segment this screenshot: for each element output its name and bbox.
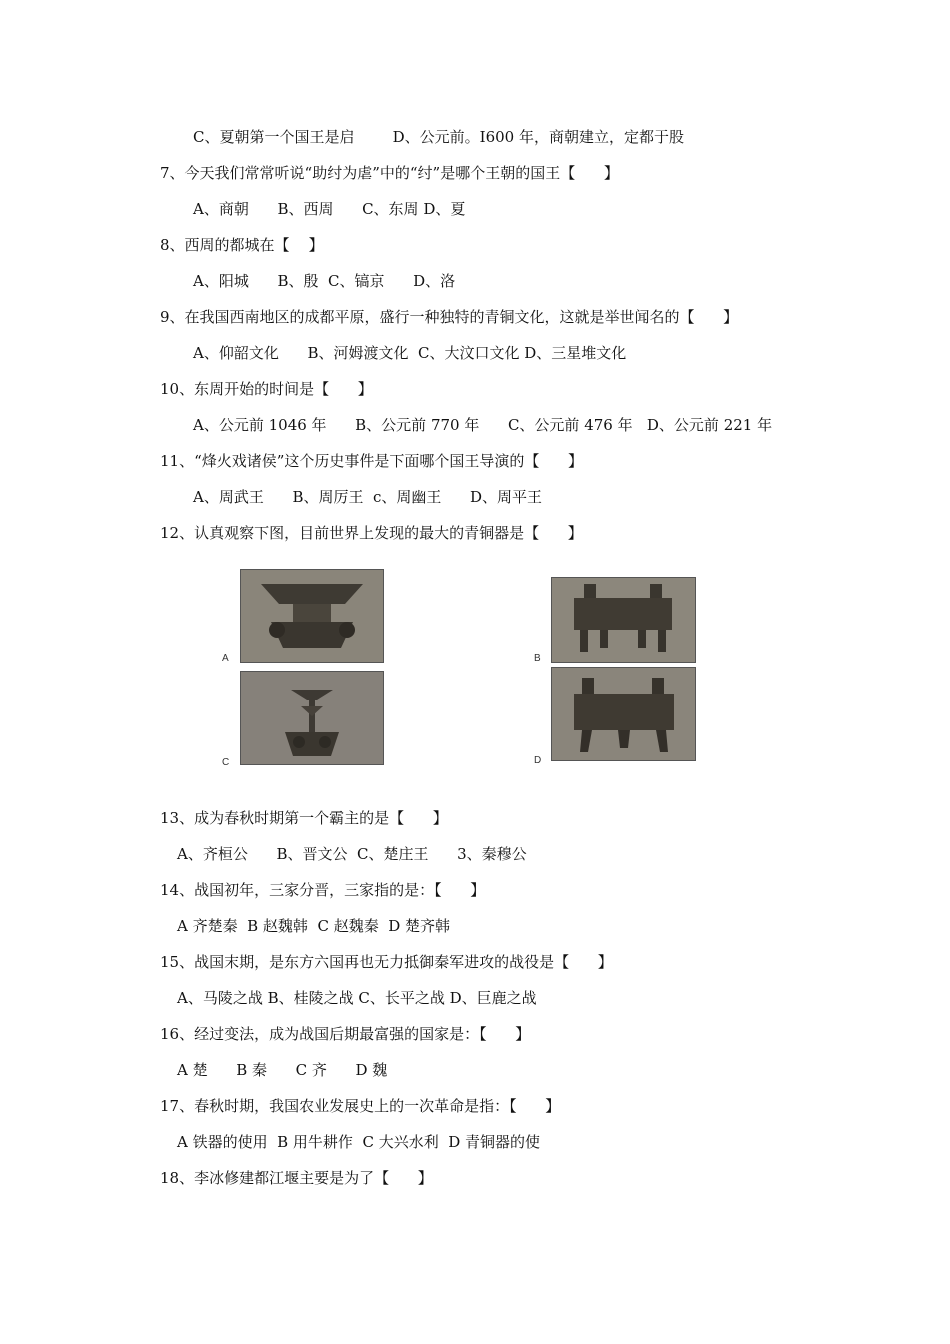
bronze-tripod-icon [552,668,695,760]
question-18: 18、李冰修建都江堰主要是为了【 】 [160,1169,433,1187]
question-8-options: A、阳城 B、殷 C、镐京 D、洛 [193,272,456,290]
photo-c-sanxingdui-tree [240,671,384,765]
photo-d-simuwu-ding [551,667,696,761]
label-a: A [222,653,229,664]
question-10: 10、东周开始的时间是【 】 [160,380,373,398]
question-17: 17、春秋时期，我国农业发展史上的一次革命是指：【 】 [160,1097,561,1115]
question-10-options: A、公元前 1046 年 B、公元前 770 年 C、公元前 476 年 D、公元前 221 年 [193,416,773,434]
question-14-options: A 齐楚秦 B 赵魏韩 C 赵魏秦 D 楚齐韩 [177,917,451,935]
bronze-ding-icon [552,578,695,662]
label-b: B [534,653,541,664]
photo-a-square-zun [240,569,384,663]
question-15: 15、战国末期，是东方六国再也无力抵御秦军进攻的战役是【 】 [160,953,613,971]
question-16-options: A 楚 B 秦 C 齐 D 魏 [177,1061,388,1079]
question-9: 9、在我国西南地区的成都平原，盛行一种独特的青铜文化，这就是举世闻名的【 】 [160,308,739,326]
question-11-options: A、周武王 B、周厉王 c、周幽王 D、周平王 [193,488,543,506]
label-d: D [534,755,542,766]
question-8: 8、西周的都城在【 】 [160,236,324,254]
bronze-vessels-figure [220,565,700,775]
question-12: 12、认真观察下图，目前世界上发现的最大的青铜器是【 】 [160,524,583,542]
question-17-options: A 铁器的使用 B 用牛耕作 C 大兴水利 D 青铜器的使 [177,1133,541,1151]
question-9-options: A、仰韶文化 B、河姆渡文化 C、大汶口文化 D、三星堆文化 [193,344,627,362]
question-7: 7、今天我们常常听说“助纣为虐”中的“纣”是哪个王朝的国王【 】 [160,164,619,182]
bronze-tree-icon [241,672,383,764]
photo-b-rectangular-ding [551,577,696,663]
question-13: 13、成为春秋时期第一个霸主的是【 】 [160,809,448,827]
label-c: C [222,757,230,768]
question-7-options: A、商朝 B、西周 C、东周 D、夏 [193,200,466,218]
question-13-options: A、齐桓公 B、晋文公 C、楚庄王 3、秦穆公 [177,845,527,863]
question-15-options: A、马陵之战 B、桂陵之战 C、长平之战 D、巨鹿之战 [177,989,537,1007]
question-16: 16、经过变法，成为战国后期最富强的国家是：【 】 [160,1025,531,1043]
question-14: 14、战国初年，三家分晋，三家指的是：【 】 [160,881,486,899]
q6-options-cd: C、夏朝第一个国王是启 D、公元前。I600 年，商朝建立，定都于股 [193,128,684,146]
bronze-zun-icon [241,570,383,662]
question-11: 11、“烽火戏诸侯”这个历史事件是下面哪个国王导演的【 】 [160,452,584,470]
